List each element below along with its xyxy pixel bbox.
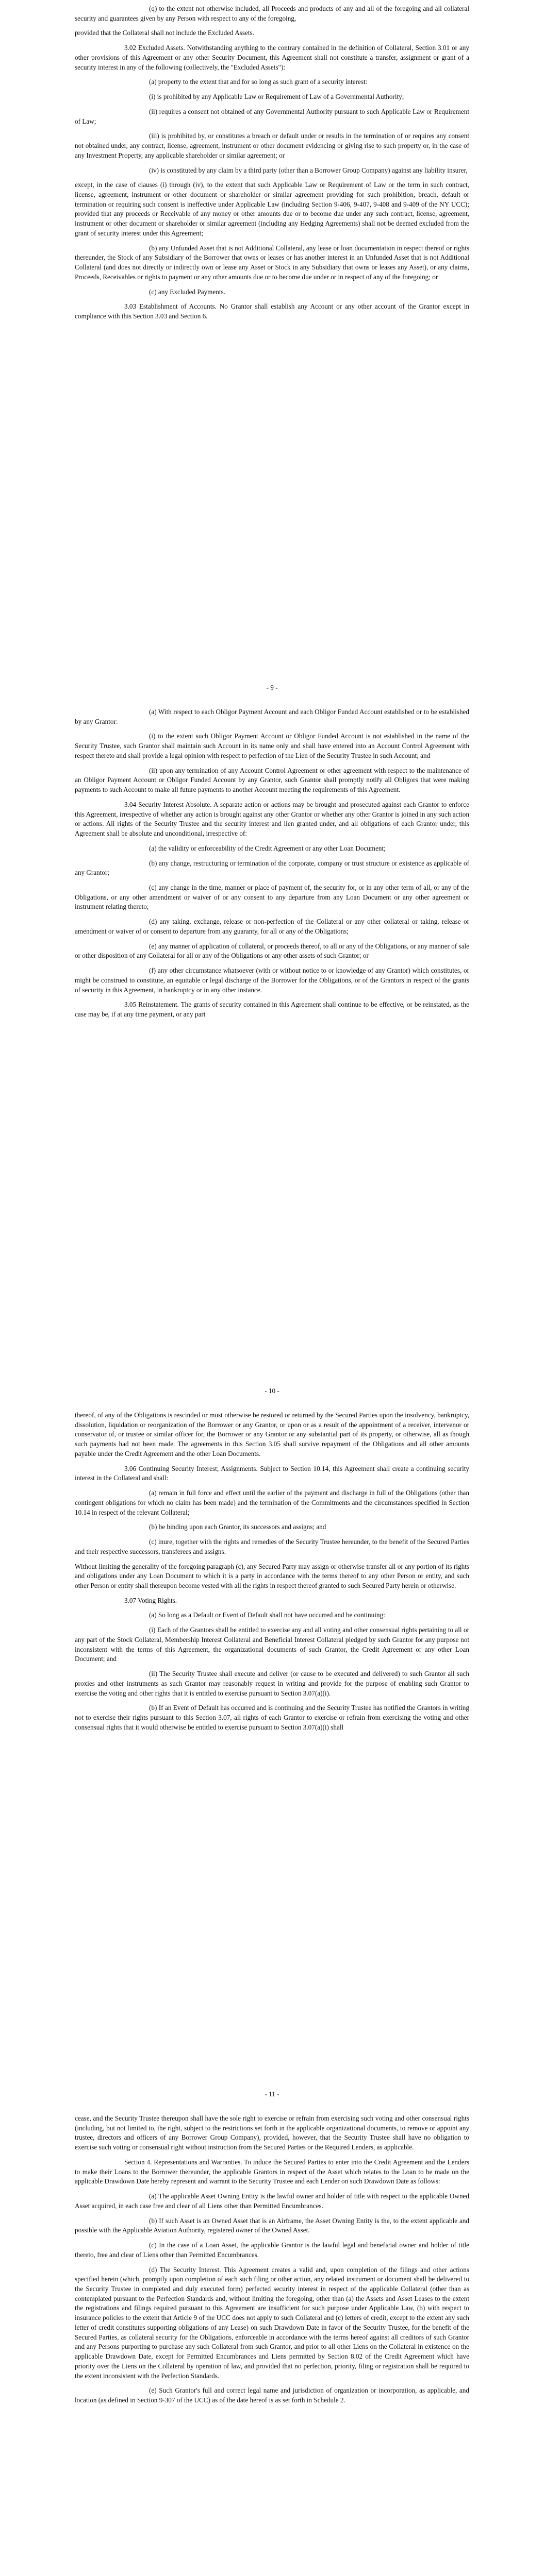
clause-d: (d) The Security Interest. This Agreement creates a valid and, upon completion of the filings and other actions specified herein (which, promptly upon completion of each such filing or other action, any related instrument or document shall be delivered to the Security Trustee in completed and duly executed form) perfected security interest in respect of the applicable Collateral (other than as contemplated pursuant to the Perfection Standards and, without limiting the foregoing, other than (a) the Assets and Asset Leases to the extent the registrations and filings required pursuant to this Agreement are insufficient for such purpose under Applicable Law, (b) with respect to insurance policies to the extent that Article 9 of the UCC does not apply to such Collateral and (c) letters of credit, except to the extent any such letter of credit constitutes supporting obligations of any Lease) on such Drawdown Date in favor of the Security Trustee, for the benefit of the Secured Parties, as collateral security for the Obligations, enforceable in accordance with the terms hereof against all creditors of such Grantor and any Persons purporting to purchase any such Collateral from such Grantor, and prior to all other Liens on the Collateral in existence on the applicable Drawdown Date, except for Permitted Encumbrances and Liens permitted by Section 8.02 of the Credit Agreement which have priority over the Liens on the Collateral by operation of law, and provided that no perfection, priority, filing or registration shall be required to the extent inconsistent with the Perfection Standards. bbox=[75, 2265, 469, 2380]
page-number: - 10 - bbox=[265, 1387, 279, 1395]
clause-i: (i) to the extent such Obligor Payment Account or Obligor Funded Account is not established in the name of the Security Trustee, such Grantor shall maintain such Account in its name only and shall have entered into an Account Control Agreement with respect thereto and shall provide a legal opinion with respect to perfection of the Lien of the Security Trustee in such Account; and bbox=[75, 732, 469, 759]
clause-b: (b) If an Event of Default has occurred and is continuing and the Security Trustee has notified the Grantors in writing not to exercise their rights pursuant to this Section 3.07, all rights of each Grantor to exercise or refrain from exercising the voting and other consensual rights that it would otherwise be entitled to exercise pursuant to Section 3.07(a)(i) shall bbox=[75, 1704, 469, 1731]
page-number: - 11 - bbox=[265, 2090, 279, 2098]
page-9 bbox=[0, 0, 544, 703]
clause-e: (e) Such Grantor's full and correct legal name and jurisdiction of organization or incorporation, as applicable, and location (as defined in Section 9-307 of the UCC) as of the date hereof is as set forth in Schedule 2. bbox=[75, 2386, 469, 2404]
clause-b: (b) If such Asset is an Owned Asset that is an Airframe, the Asset Owning Entity is the, to the extent applicable and possible with the Applicable Aviation Authority, registered owner of the Owned Asset. bbox=[75, 2216, 469, 2234]
clause-f: (f) any other circumstance whatsoever (with or without notice to or knowledge of any Grantor) which constitutes, or might be construed to constitute, an equitable or legal discharge of the Borrower for the Obligations, or of the Grantors in respect of the grants of security in this Agreement, in bankruptcy or in any other instance. bbox=[75, 967, 469, 994]
page-12 bbox=[0, 2110, 544, 2576]
page-number: - 9 - bbox=[266, 684, 278, 692]
clause-a: (a) So long as a Default or Event of Default shall not have occurred and be continuing: bbox=[149, 1611, 385, 1619]
page-11 bbox=[0, 1406, 544, 2110]
page-10 bbox=[0, 703, 544, 1406]
clause-ii: (ii) upon any termination of any Account Control Agreement or other agreement with respect to the maintenance of an Obligor Payment Account or Obligor Funded Account by any Grantor, such Grantor shall promptly notify all Obligors that were making payments to such Account to make all future payments to another Account meeting the requirements of this Agreement. bbox=[75, 766, 469, 794]
clause-i: (i) is prohibited by any Applicable Law or Requirement of Law of a Governmental Authority; bbox=[149, 93, 404, 101]
continuation-paragraph: cease, and the Security Trustee thereupon shall have the sole right to exercise or refrain from exercising such voting and other consensual rights (including, but not limited to, the right, subject to the restrictions set forth in the applicable organizational documents, to remove or appoint any trustee, directors and officers of any Borrower Group Company), provided, however, that the Security Trustee shall have no obligation to exercise such voting or consensual right without instruction from the Secured Parties or the Required Lenders, as applicable. bbox=[75, 2114, 469, 2151]
clause-a: (a) remain in full force and effect until the earlier of the payment and discharge in full of the Obligations (other than contingent obligations for which no claim has been made) and the termination of the Commitments and the circumstances specified in Section 10.14 in respect of the relevant Collateral; bbox=[75, 1489, 469, 1516]
clause-q: (q) to the extent not otherwise included, all Proceeds and products of any and all of the foregoing and all collateral security and guarantees given by any Person with respect to any of the foregoing, bbox=[75, 5, 469, 22]
section-3-06: 3.06 Continuing Security Interest; Assignments. Subject to Section 10.14, this Agreement shall create a continuing security interest in the Collateral and shall: bbox=[75, 1464, 469, 1482]
continuation-paragraph: thereof, of any of the Obligations is rescinded or must otherwise be restored or returned by the Secured Parties upon the insolvency, bankruptcy, dissolution, liquidation or reorganization of the Borrower or any Grantor, or upon or as a result of the appointment of a receiver, intervenor or conservator of, or trustee or similar officer for, the Borrower or any Grantor or any substantial part of its property, or otherwise, all as though such payments had not been made. The agreements in this Section 3.05 shall survive repayment of the Obligations and all other amounts payable under the Credit Agreement and the other Loan Documents. bbox=[75, 1411, 469, 1458]
clause-e: (e) any manner of application of collateral, or proceeds thereof, to all or any of the Obligations, or any manner of sale or other disposition of any Collateral for all or any of the Obligations or any other assets of such Grantor; or bbox=[75, 942, 469, 960]
clause-a: (a) the validity or enforceability of the Credit Agreement or any other Loan Document; bbox=[149, 844, 386, 852]
without-limiting-paragraph: Without limiting the generality of the foregoing paragraph (c), any Secured Party may assign or otherwise transfer all or any portion of its rights and obligations under any Loan Document to which it is a party in accordance with the terms thereof to any other Person or entity, and such other Person or entity shall thereupon become vested with all the rights in respect thereof granted to such Secured Party herein or otherwise. bbox=[75, 1562, 469, 1590]
clause-b: (b) any Unfunded Asset that is not Additional Collateral, any lease or loan documentation in respect thereof or rights thereunder, the Stock of any Subsidiary of the Borrower that owns or leases or has another interest in an Unfunded Asset that is not Additional Collateral (and does not directly or indirectly own or lease any Asset or Stock in any Subsidiary that owns or leases any Asset), or any claims, Proceeds, Receivables or rights to payment or any other amounts due or to become due under or in respect of any of the foregoing; or bbox=[75, 244, 469, 281]
clause-c: (c) In the case of a Loan Asset, the applicable Grantor is the lawful legal and beneficial owner and holder of title thereto, free and clear of Liens other than Permitted Encumbrances. bbox=[75, 2241, 469, 2259]
section-3-03: 3.03 Establishment of Accounts. No Grantor shall establish any Account or any other account of the Grantor except in compliance with this Section 3.03 and Section 6. bbox=[75, 302, 469, 320]
clause-a: (a) With respect to each Obligor Payment Account and each Obligor Funded Account established or to be established by any Grantor: bbox=[75, 708, 469, 725]
proviso: provided that the Collateral shall not include the Excluded Assets. bbox=[75, 29, 254, 37]
except-paragraph: except, in the case of clauses (i) through (iv), to the extent that such Applicable Law or Requirement of Law or the term in such contract, license, agreement, instrument or other document or shareholder or similar agreement providing for such prohibition, breach, default or termination or requiring such consent is ineffective under Applicable Law (including Section 9-406, 9-407, 9-408 and 9-409 of the NY UCC); provided that any proceeds or Receivable of any money or other amounts due or to become due under any such contract, license, agreement, instrument or other document or shareholder or similar agreement (including any Hedging Agreements) shall not be deemed excluded from the grant of security interest under this Agreement; bbox=[75, 181, 469, 237]
clause-c: (c) inure, together with the rights and remedies of the Security Trustee hereunder, to the benefit of the Secured Parties and their respective successors, transferees and assigns. bbox=[75, 1538, 469, 1555]
section-3-02: 3.02 Excluded Assets. Notwithstanding anything to the contrary contained in the definition of Collateral, Section 3.01 or any other provisions of this Agreement or any other Security Document, this Agreement shall not constitute a transfer, assignment or grant of a security interest in any of the following (collectively, the "Excluded Assets"): bbox=[75, 44, 469, 71]
section-3-07: 3.07 Voting Rights. bbox=[124, 1596, 177, 1604]
clause-ii: (ii) The Security Trustee shall execute and deliver (or cause to be executed and delivered) to such Grantor all such proxies and other instruments as such Grantor may reasonably request in writing and provide for the purpose of enabling such Grantor to exercise the voting and other rights that it is entitled to exercise pursuant to Section 3.07(a)(i). bbox=[75, 1670, 469, 1697]
clause-ii: (ii) requires a consent not obtained of any Governmental Authority pursuant to such Applicable Law or Requirement of Law; bbox=[75, 107, 469, 125]
section-4: Section 4. Representations and Warranties. To induce the Secured Parties to enter into the Credit Agreement and the Lenders to make their Loans to the Borrower thereunder, the applicable Grantors in respect of the Asset which relates to the Loan to be made on the applicable Drawdown Date hereby represent and warrant to the Security Trustee and each Lender on such Drawdown Date as follows: bbox=[75, 2158, 469, 2185]
clause-a: (a) property to the extent that and for so long as such grant of a security interest: bbox=[149, 78, 368, 86]
clause-iii: (iii) is prohibited by, or constitutes a breach or default under or results in the termination of or requires any consent not obtained under, any contract, license, agreement, instrument or other document evidencing or giving rise to such property or, in the case of any Investment Property, any applicable shareholder or similar agreement; or bbox=[75, 132, 469, 159]
clause-iv: (iv) is constituted by any claim by a third party (other than a Borrower Group Company) against any liability insurer, bbox=[149, 166, 468, 174]
section-3-04: 3.04 Security Interest Absolute. A separate action or actions may be brought and prosecuted against each Grantor to enforce this Agreement, irrespective of whether any action is brought against any other Grantor or whether any other Grantor is joined in any such action or actions. All rights of the Security Trustee and the security interest and lien granted under, and all obligations of each Grantor under, this Agreement shall be absolute and unconditional, irrespective of: bbox=[75, 800, 469, 838]
clause-b: (b) any change, restructuring or termination of the corporate, company or trust structure or existence as applicable of any Grantor; bbox=[75, 859, 469, 877]
clause-i: (i) Each of the Grantors shall be entitled to exercise any and all voting and other consensual rights pertaining to all or any part of the Stock Collateral, Membership Interest Collateral and Beneficial Interest Collateral pledged by such Grantor for any purpose not inconsistent with the terms of this Agreement, the organizational documents of such Grantor, the Credit Agreement or any other Loan Document; and bbox=[75, 1626, 469, 1663]
clause-b: (b) be binding upon each Grantor, its successors and assigns; and bbox=[149, 1523, 326, 1531]
section-3-05: 3.05 Reinstatement. The grants of security contained in this Agreement shall continue to be effective, or be reinstated, as the case may be, if at any time payment, or any part bbox=[75, 1001, 469, 1019]
clause-c: (c) any Excluded Payments. bbox=[149, 287, 225, 296]
clause-d: (d) any taking, exchange, release or non-perfection of the Collateral or any other collateral or taking, release or amendment or waiver of or consent to departure from any guaranty, for all or any of the Obligations; bbox=[75, 918, 469, 935]
clause-c: (c) any change in the time, manner or place of payment of, the security for, or in any other term of all, or any of the Obligations, or any other amendment or waiver of or any consent to any departure from any Loan Document or any other agreement or instrument relating thereto; bbox=[75, 884, 469, 911]
clause-a: (a) The applicable Asset Owning Entity is the lawful owner and holder of title with respect to the applicable Owned Asset acquired, in each case free and clear of all Liens other than Permitted Encumbrances. bbox=[75, 2192, 469, 2210]
